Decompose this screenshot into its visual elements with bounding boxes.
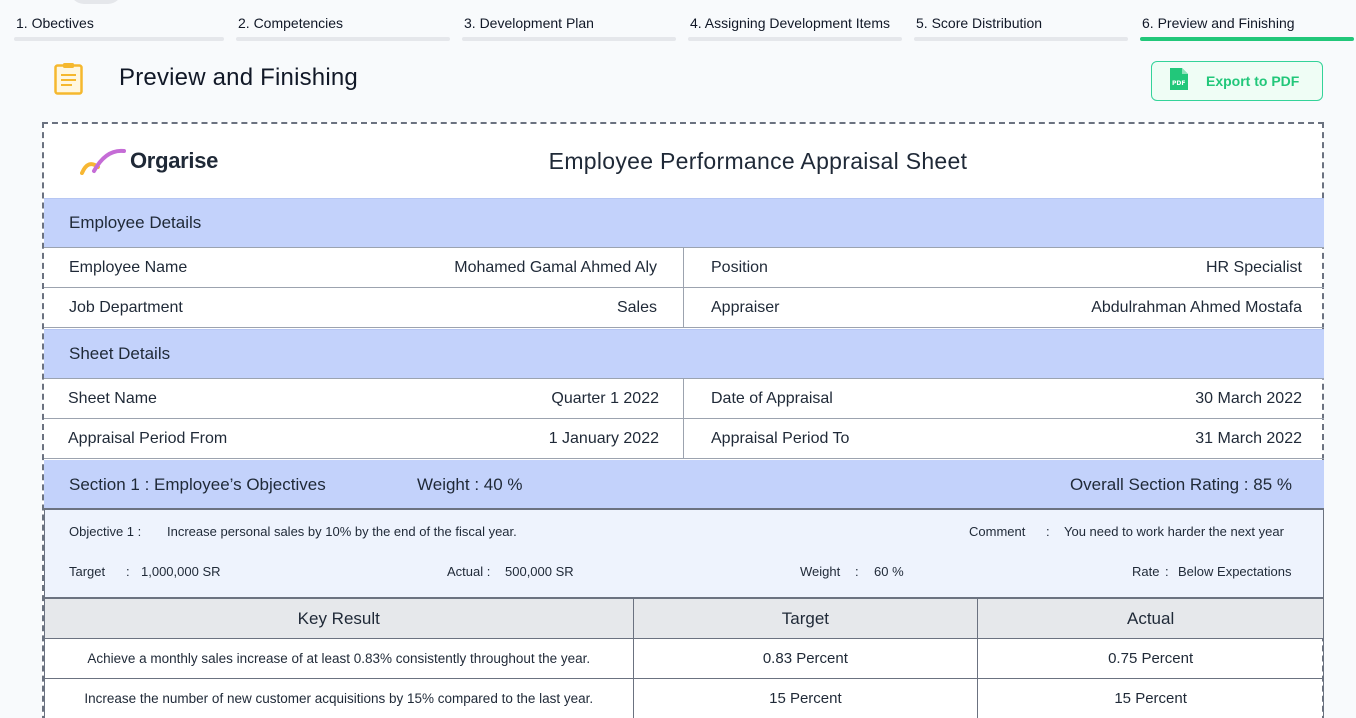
step-preview-and-finishing[interactable]: [1140, 14, 1354, 42]
detail-cell: [684, 379, 1324, 418]
table-header-row: [45, 599, 1324, 639]
objective-text: Increase personal sales by 10% by the end of the fiscal year.: [167, 524, 517, 539]
field-value: HR Specialist: [1205, 258, 1302, 276]
page-title: Preview and Finishing: [119, 64, 358, 91]
step-progress-bar: [236, 37, 450, 41]
section-weight: Weight : 40 %: [417, 475, 523, 494]
step-label: 4. Assigning Development Items: [690, 15, 890, 31]
actual-cell: 0.75 Percent: [978, 639, 1324, 679]
step-objectives[interactable]: [14, 14, 224, 42]
section-1-heading: [44, 460, 1324, 510]
key-result-cell: Achieve a monthly sales increase of at least 0.83% consistently throughout the year.: [45, 639, 634, 679]
detail-cell: [44, 248, 684, 287]
step-progress-bar: [914, 37, 1128, 41]
target-label: Target: [69, 564, 106, 579]
section-heading: Sheet Details: [69, 344, 171, 363]
progress-stepper: [0, 0, 1356, 44]
comment-label: Comment: [969, 524, 1026, 539]
export-to-pdf-button[interactable]: [1151, 61, 1323, 101]
clipboard-icon: [54, 62, 83, 95]
detail-row: [44, 419, 1324, 459]
step-label: 3. Development Plan: [464, 15, 594, 31]
key-result-cell: Increase the number of new customer acquisitions by 15% compared to the last year.: [45, 679, 634, 718]
step-progress-bar: [462, 37, 676, 41]
svg-text:PDF: PDF: [1172, 79, 1186, 87]
step-progress-bar: [1140, 37, 1354, 41]
field-value: 30 March 2022: [1195, 389, 1302, 407]
step-label: 2. Competencies: [238, 15, 344, 31]
detail-cell: [44, 419, 684, 458]
table-row: [45, 679, 1324, 718]
key-results-table: [44, 598, 1324, 718]
field-value: Sales: [616, 298, 657, 316]
section-rating: Overall Section Rating : 85 %: [1069, 475, 1292, 494]
target-value: 1,000,000 SR: [141, 564, 221, 579]
sheet-details-heading: [44, 329, 1324, 379]
target-cell: 15 Percent: [633, 679, 978, 718]
detail-row: [44, 379, 1324, 419]
actual-label: Actual :: [447, 564, 491, 579]
step-progress-bar: [688, 37, 902, 41]
step-label: 5. Score Distribution: [916, 15, 1043, 31]
comment-separator: :: [1046, 524, 1050, 539]
weight-separator: :: [855, 564, 859, 579]
field-label: Employee Name: [69, 258, 188, 276]
rate-label: Rate: [1132, 564, 1160, 579]
detail-cell: [44, 288, 684, 327]
field-value: 31 March 2022: [1195, 429, 1302, 447]
field-label: Job Department: [69, 298, 183, 316]
step-label: 6. Preview and Finishing: [1142, 15, 1295, 31]
column-header-target: Target: [633, 599, 978, 639]
step-development-plan[interactable]: [462, 14, 676, 42]
target-cell: 0.83 Percent: [633, 639, 978, 679]
pdf-file-icon: [1168, 66, 1190, 97]
rate-separator: :: [1165, 564, 1169, 579]
step-score-distribution[interactable]: [914, 14, 1128, 42]
step-assigning-development-items[interactable]: [688, 14, 902, 42]
objective-label: Objective 1 :: [69, 524, 142, 539]
objective-card: [44, 510, 1324, 598]
actual-value: 500,000 SR: [505, 564, 574, 579]
field-value: Abdulrahman Ahmed Mostafa: [1091, 298, 1302, 316]
export-button-label: Export to PDF: [1206, 73, 1300, 89]
detail-cell: [684, 248, 1324, 287]
step-competencies[interactable]: [236, 14, 450, 42]
section-title: Section 1 : Employee’s Objectives: [69, 475, 326, 494]
field-label: Date of Appraisal: [711, 389, 833, 407]
comment-text: You need to work harder the next year: [1064, 524, 1284, 539]
column-header-key-result: Key Result: [45, 599, 634, 639]
field-label: Position: [711, 258, 768, 276]
weight-label: Weight: [800, 564, 841, 579]
field-value: Mohamed Gamal Ahmed Aly: [454, 258, 657, 276]
field-label: Appraiser: [711, 298, 780, 316]
section-heading: Employee Details: [69, 213, 202, 232]
actual-cell: 15 Percent: [978, 679, 1324, 718]
column-header-actual: Actual: [978, 599, 1324, 639]
step-progress-bar: [14, 37, 224, 41]
field-value: Quarter 1 2022: [551, 389, 659, 407]
top-decoration: [70, 0, 122, 4]
detail-row: [44, 248, 1324, 288]
detail-cell: [684, 288, 1324, 327]
sheet-title: Employee Performance Appraisal Sheet: [548, 148, 968, 174]
detail-cell: [684, 419, 1324, 458]
step-label: 1. Obectives: [16, 15, 94, 31]
appraisal-sheet: [42, 122, 1324, 718]
field-label: Appraisal Period From: [68, 429, 228, 447]
logo-text: Orgarise: [130, 148, 219, 173]
rate-value: Below Expectations: [1178, 564, 1292, 579]
field-value: 1 January 2022: [548, 429, 659, 447]
table-row: [45, 639, 1324, 679]
detail-row: [44, 288, 1324, 328]
detail-cell: [44, 379, 684, 418]
field-label: Sheet Name: [68, 389, 157, 407]
weight-value: 60 %: [874, 564, 904, 579]
employee-details-heading: [44, 198, 1324, 248]
field-label: Appraisal Period To: [711, 429, 850, 447]
target-separator: :: [126, 564, 130, 579]
